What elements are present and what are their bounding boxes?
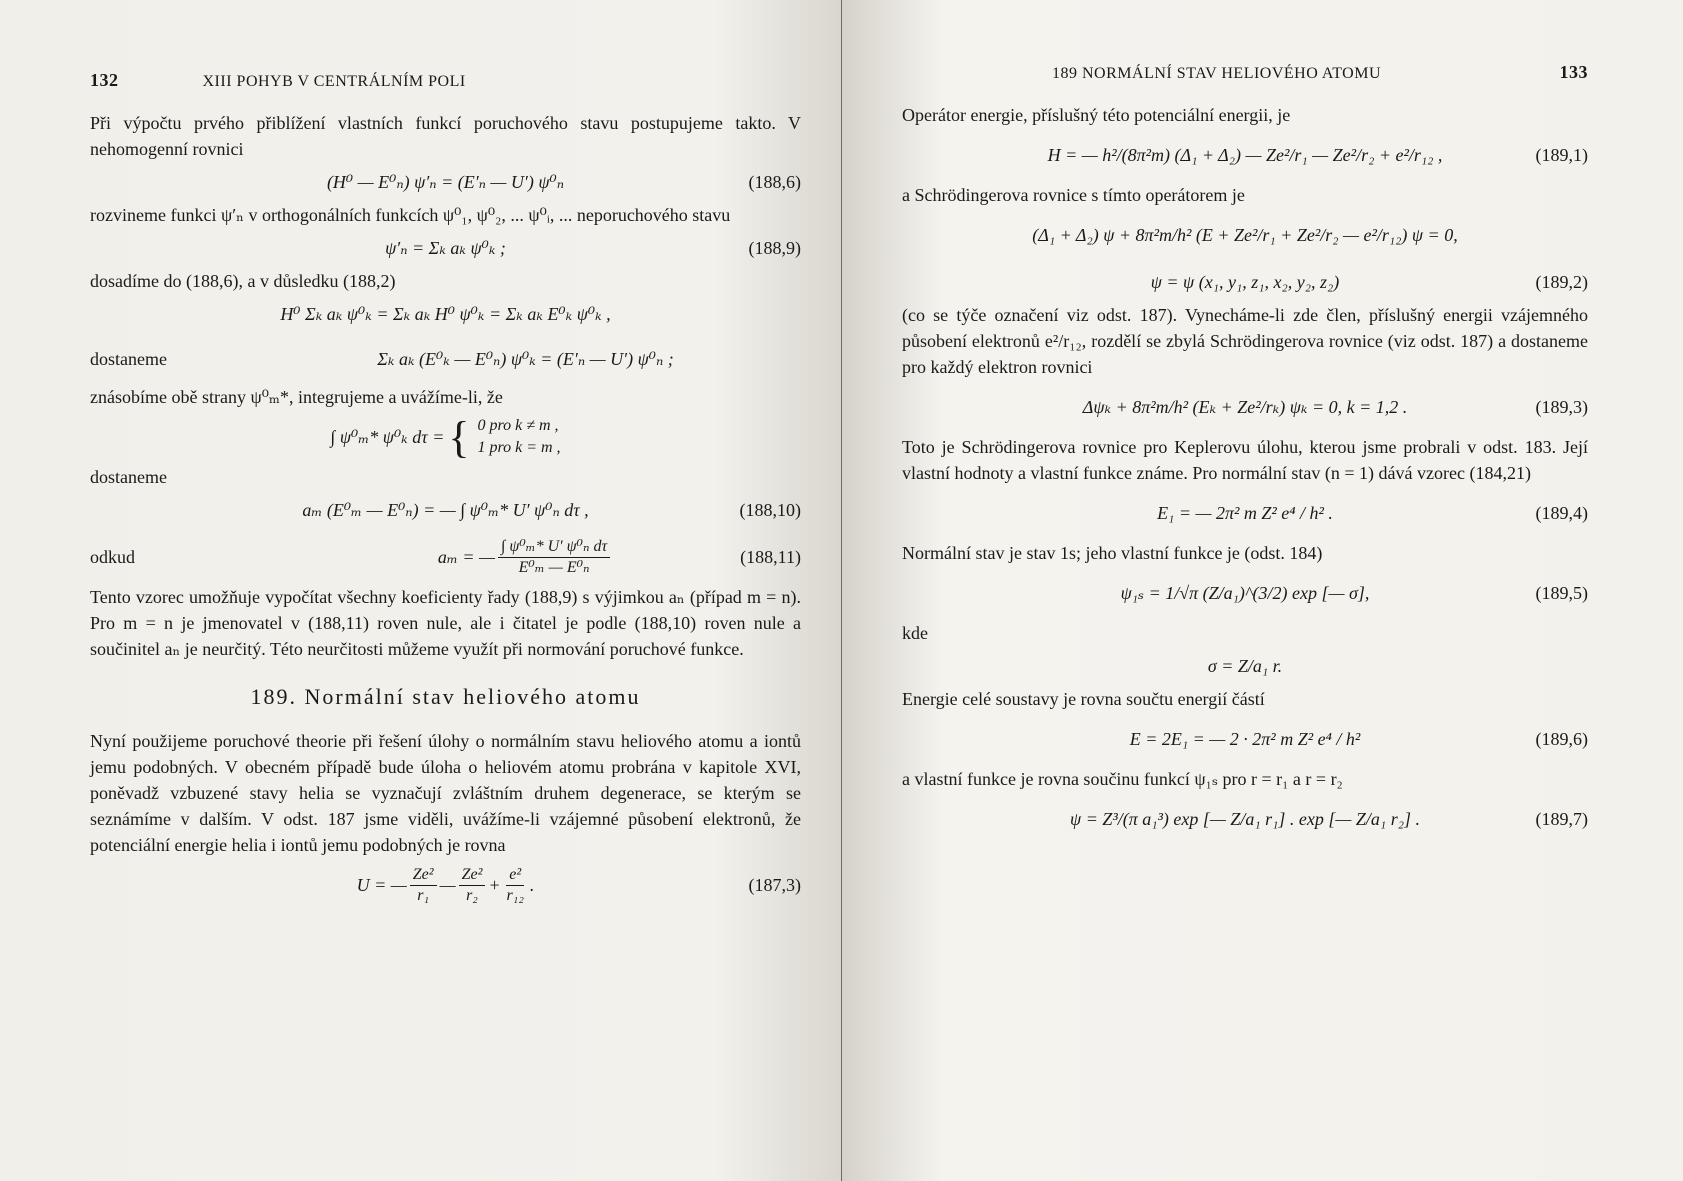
- equation-189-7: [902, 792, 1588, 846]
- equation-188-6-body: (H⁰ — E⁰ₙ) ψ′ₙ = (E′ₙ — U′) ψ⁰ₙ: [326, 171, 565, 192]
- fraction-ze2-r2: [459, 865, 486, 906]
- equation-188-9-body: ψ′ₙ = Σₖ aₖ ψ⁰ₖ ;: [385, 237, 506, 258]
- equation-189-3-number: (189,3): [1535, 396, 1588, 417]
- right-paragraph-3: (co se týče označení viz odst. 187). Vynecháme-li zde člen, příslušný energii vzájemného působení elektronů e²/r₁₂, rozdělí se zbylá Schrödingerova rovnice (viz odst. 187) a dostaneme pro každý elektron rovnici: [902, 305, 1588, 377]
- orthogonality-cases: [477, 415, 560, 459]
- fraction-e2-r12-num: e²: [506, 865, 524, 886]
- fraction-e2-r12: [504, 865, 527, 906]
- equation-187-3: [90, 858, 801, 912]
- equation-substitution: [90, 294, 801, 334]
- equation-189-1-body: H = — h²/(8π²m) (Δ₁ + Δ₂) — Ze²/r₁ — Ze²/r₂ + e²/r₁₂ ,: [1047, 144, 1443, 165]
- label-odkud: odkud: [90, 547, 135, 567]
- right-paragraph-1: Operátor energie, příslušný této potenciální energii, je: [902, 105, 1291, 125]
- equation-orthogonality: [90, 410, 801, 464]
- equation-189-2b-body: ψ = ψ (x₁, y₁, z₁, x₂, y₂, z₂): [1150, 271, 1340, 292]
- label-dostaneme-1: dostaneme: [90, 349, 167, 369]
- section-title: 189. Normální stav heliového atomu: [250, 684, 641, 709]
- label-dostaneme-2: dostaneme: [90, 467, 167, 487]
- equation-189-4-number: (189,4): [1535, 502, 1588, 523]
- fraction-ze2-r1: [410, 865, 437, 906]
- equation-188-11-fraction: [498, 537, 610, 578]
- equation-189-4-body: E₁ = — 2π² m Z² e⁴ / h² .: [1157, 502, 1333, 523]
- left-paragraph-2: rozvineme funkci ψ′ₙ v orthogonálních funkcích ψ⁰₁, ψ⁰₂, ... ψ⁰ᵢ, ... neporuchového stavu: [90, 205, 731, 225]
- equation-189-6: [902, 712, 1588, 766]
- right-page: [842, 0, 1683, 1181]
- equation-187-3-number: (187,3): [748, 874, 801, 895]
- equation-substitution-body: H⁰ Σₖ aₖ ψ⁰ₖ = Σₖ aₖ H⁰ ψ⁰ₖ = Σₖ aₖ E⁰ₖ ψ⁰ₖ ,: [280, 303, 611, 324]
- equation-188-10: [90, 490, 801, 530]
- equation-189-1: [902, 128, 1588, 182]
- equation-189-4: [902, 486, 1588, 540]
- equation-188-9-number: (188,9): [748, 237, 801, 258]
- row-dostaneme-1: [90, 334, 801, 384]
- fraction-ze2-r2-den: r₂: [466, 886, 478, 904]
- fraction-ze2-r2-num: Ze²: [459, 865, 486, 886]
- operator-minus: —: [439, 874, 456, 895]
- equation-189-2a-body: (Δ₁ + Δ₂) ψ + 8π²m/h² (E + Ze²/r₁ + Ze²/r₂ — e²/r₁₂) ψ = 0,: [1032, 224, 1458, 245]
- equation-188-11: [250, 530, 801, 584]
- equation-sigma: [902, 646, 1588, 686]
- equation-189-7-number: (189,7): [1535, 808, 1588, 829]
- right-paragraph-7: a vlastní funkce je rovna součinu funkcí ψ₁ₛ pro r = r₁ a r = r₂: [902, 769, 1343, 789]
- left-running-head: [90, 70, 801, 110]
- equation-188-9: [90, 228, 801, 268]
- right-running-title: 189 NORMÁLNÍ STAV HELIOVÉHO ATOMU: [1052, 65, 1382, 82]
- left-paragraph-6: Nyní použijeme poruchové theorie při řešení úlohy o normálním stavu heliového atomu a iontů jemu podobných. V obecném případě bude úloha o heliovém atomu probrána v kapitole XVI, poněvadž vzbuzené stavy helia se vyznačují zvláštním druhem degenerace, se kterým se seznámíme v dalším. V odst. 187 jsme viděli, uvážíme-li vzájemné působení elektronů, že potenciální energie helia i iontů jemu podobných je rovna: [90, 731, 801, 855]
- right-running-head: [902, 62, 1588, 102]
- right-paragraph-4: Toto je Schrödingerova rovnice pro Keplerovu úlohu, kterou jsme probrali v odst. 183. Její vlastní hodnoty a vlastní funkce známe. Pro normální stav (n = 1) dává vzorec (184,21): [902, 437, 1588, 483]
- left-paragraph-5: Tento vzorec umožňuje vypočítat všechny koeficienty řady (188,9) s výjimkou aₙ (případ m = n). Pro m = n je jmenovatel v (188,11) roven nule, ale i čitatel je podle (188,10) roven nule a součinitel aₙ je neurčitý. Této neurčitosti můžeme využít při normování poruchové funkce.: [90, 587, 801, 659]
- equation-sum: [250, 339, 801, 379]
- label-kde: kde: [902, 623, 928, 643]
- equation-188-10-body: aₘ (E⁰ₘ — E⁰ₙ) = — ∫ ψ⁰ₘ* U′ ψ⁰ₙ dτ ,: [302, 499, 589, 520]
- equation-189-7-body: ψ = Z³/(π a₁³) exp [— Z/a₁ r₁] . exp [— Z/a₁ r₂] .: [1070, 808, 1420, 829]
- equation-188-6: [90, 162, 801, 202]
- row-odkud: [90, 530, 801, 584]
- equation-189-3: [902, 380, 1588, 434]
- equation-sum-body: Σₖ aₖ (E⁰ₖ — E⁰ₙ) ψ⁰ₖ = (E′ₙ — U′) ψ⁰ₙ ;: [377, 348, 674, 369]
- right-paragraph-5: Normální stav je stav 1s; jeho vlastní funkce je (odst. 184): [902, 543, 1323, 563]
- left-paragraph-3: dosadíme do (188,6), a v důsledku (188,2): [90, 271, 396, 291]
- equation-189-5-number: (189,5): [1535, 582, 1588, 603]
- left-paragraph-4: znásobíme obě strany ψ⁰ₘ*, integrujeme a uvážíme-li, že: [90, 387, 503, 407]
- right-paragraph-6: Energie celé soustavy je rovna součtu energií částí: [902, 689, 1265, 709]
- equation-188-11-denominator: E⁰ₘ — E⁰ₙ: [518, 558, 590, 576]
- left-page: [0, 0, 841, 1181]
- fraction-e2-r12-den: r₁₂: [506, 886, 524, 904]
- equation-189-6-number: (189,6): [1535, 728, 1588, 749]
- equation-orthogonality-lhs: ∫ ψ⁰ₘ* ψ⁰ₖ dτ =: [330, 426, 445, 447]
- left-page-number: 132: [90, 70, 119, 90]
- equation-189-5: [902, 566, 1588, 620]
- equation-188-11-number: (188,11): [740, 546, 801, 567]
- right-paragraph-2: a Schrödingerova rovnice s tímto operátorem je: [902, 185, 1245, 205]
- equation-187-3-lhs: U = —: [356, 874, 407, 895]
- operator-plus: +: [488, 874, 501, 895]
- equation-189-3-body: Δψₖ + 8π²m/h² (Eₖ + Ze²/rₖ) ψₖ = 0, k = 1,2 .: [1082, 396, 1408, 417]
- equation-189-2b: [902, 262, 1588, 302]
- equation-sigma-body: σ = Z/a₁ r.: [1207, 655, 1283, 676]
- equation-188-6-number: (188,6): [748, 171, 801, 192]
- fraction-ze2-r1-num: Ze²: [410, 865, 437, 886]
- equation-188-11-lhs: aₘ = —: [437, 546, 496, 567]
- equation-189-2a: [902, 208, 1588, 262]
- operator-dot: .: [529, 874, 535, 895]
- equation-188-10-number: (188,10): [739, 499, 801, 520]
- left-paragraph-1: Při výpočtu prvého přiblížení vlastních funkcí poruchového stavu postupujeme takto. V nehomogenní rovnici: [90, 113, 801, 159]
- fraction-ze2-r1-den: r₁: [417, 886, 430, 904]
- equation-189-5-body: ψ₁ₛ = 1/√π (Z/a₁)^(3/2) exp [— σ],: [1120, 582, 1370, 603]
- equation-189-6-body: E = 2E₁ = — 2 · 2π² m Z² e⁴ / h²: [1129, 728, 1361, 749]
- left-brace-icon: {: [448, 412, 470, 462]
- equation-189-1-number: (189,1): [1535, 144, 1588, 165]
- right-page-number: 133: [1559, 62, 1588, 82]
- orthogonality-case-1: 0 pro k ≠ m ,: [477, 417, 559, 434]
- left-running-title: XIII POHYB V CENTRÁLNÍM POLI: [202, 73, 466, 90]
- equation-188-11-numerator: ∫ ψ⁰ₘ* U′ ψ⁰ₙ dτ: [498, 537, 610, 558]
- orthogonality-case-2: 1 pro k = m ,: [477, 439, 561, 456]
- equation-189-2-number: (189,2): [1535, 271, 1588, 292]
